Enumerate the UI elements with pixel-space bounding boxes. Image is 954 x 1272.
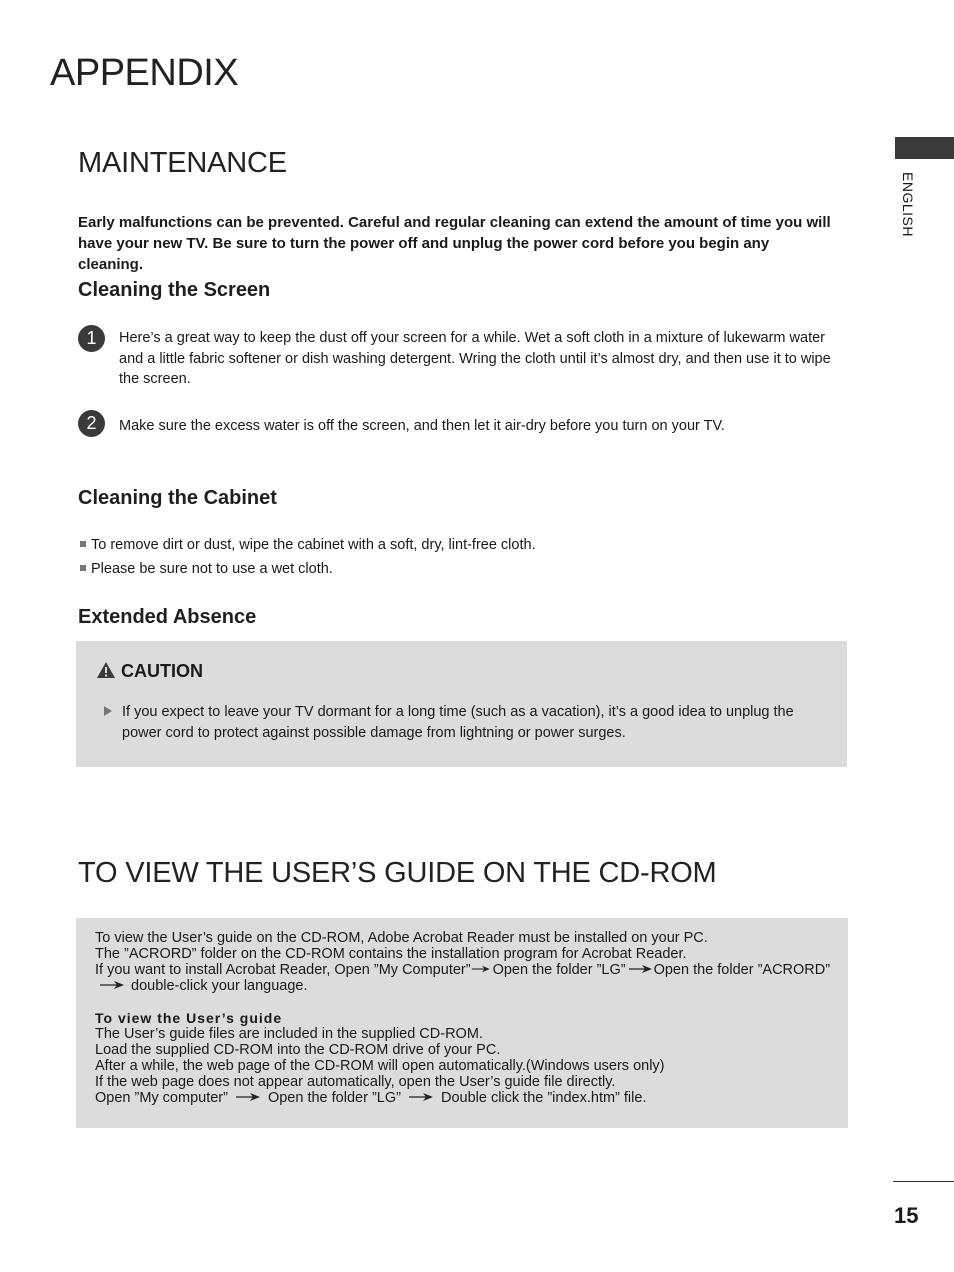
step-number: 1: [78, 325, 105, 352]
cleaning-screen-heading: Cleaning the Screen: [78, 279, 271, 301]
arrow-right-icon: [626, 964, 654, 974]
step-number: 2: [78, 410, 105, 437]
extended-absence-heading: Extended Absence: [78, 606, 257, 628]
cdrom-line: The User’s guide files are included in the supplied CD-ROM.: [95, 1026, 483, 1042]
list-item: To remove dirt or dust, wipe the cabinet with a soft, dry, lint-free cloth.: [80, 537, 536, 553]
step-text: Make sure the excess water is off the screen, and then let it air-dry before you turn on your TV.: [119, 418, 725, 434]
caution-box: [76, 641, 847, 767]
maintenance-heading: MAINTENANCE: [78, 147, 287, 179]
square-bullet-icon: [80, 565, 86, 571]
language-label: ENGLISH: [900, 172, 916, 237]
arrow-right-icon: [233, 1092, 263, 1102]
play-triangle-icon: [104, 706, 112, 716]
cdrom-line: Open ”My computer” Open the folder ”LG” Double click the ”index.htm” file.: [95, 1090, 647, 1106]
cdrom-instructions: [95, 930, 847, 1106]
footer-divider: [893, 1181, 954, 1182]
arrow-right-icon: [97, 980, 127, 990]
page-number: 15: [894, 1203, 919, 1228]
cdrom-heading: TO VIEW THE USER’S GUIDE ON THE CD-ROM: [78, 857, 717, 889]
caution-header: [96, 661, 203, 682]
arrow-right-icon: [406, 1092, 436, 1102]
cdrom-line: double-click your language.: [95, 978, 847, 994]
caution-label: CAUTION: [121, 661, 203, 681]
step-text: Here’s a great way to keep the dust off your screen for a while. Wet a soft cloth in a mixture of lukewarm water and a little fabric softener or dish washing detergent. Wring the cloth until it’s almost dry, and then use it to wipe the screen.: [119, 330, 831, 387]
cdrom-line: If you want to install Acrobat Reader, Open ”My Computer” Open the folder ”LG” Open the folder ”ACRORD”: [95, 962, 831, 978]
list-item: Please be sure not to use a wet cloth.: [80, 561, 333, 577]
page-title: APPENDIX: [50, 52, 239, 94]
arrow-right-icon: [471, 964, 493, 974]
cleaning-cabinet-heading: Cleaning the Cabinet: [78, 487, 277, 509]
cdrom-line: To view the User’s guide on the CD-ROM, Adobe Acrobat Reader must be installed on your PC.: [95, 930, 708, 946]
caution-text: If you expect to leave your TV dormant for a long time (such as a vacation), it’s a good idea to unplug the power cord to protect against possible damage from lightning or power surges.: [122, 702, 822, 744]
maintenance-intro: Early malfunctions can be prevented. Careful and regular cleaning can extend the amount of time you will have your new TV. Be sure to turn the power off and unplug the power cord before you begin any cleaning.: [78, 214, 831, 273]
cdrom-box: [76, 918, 848, 1128]
cdrom-line: The ”ACRORD” folder on the CD-ROM contains the installation program for Acrobat Reader.: [95, 946, 687, 962]
cdrom-subheading: To view the User’s guide: [95, 1010, 283, 1026]
language-tab-bar: [895, 137, 954, 159]
cdrom-line: If the web page does not appear automatically, open the User’s guide file directly.: [95, 1074, 616, 1090]
cdrom-line: Load the supplied CD-ROM into the CD-ROM drive of your PC.: [95, 1042, 501, 1058]
cdrom-line: After a while, the web page of the CD-ROM will open automatically.(Windows users only): [95, 1058, 665, 1074]
square-bullet-icon: [80, 541, 86, 547]
warning-triangle-icon: [96, 661, 116, 679]
